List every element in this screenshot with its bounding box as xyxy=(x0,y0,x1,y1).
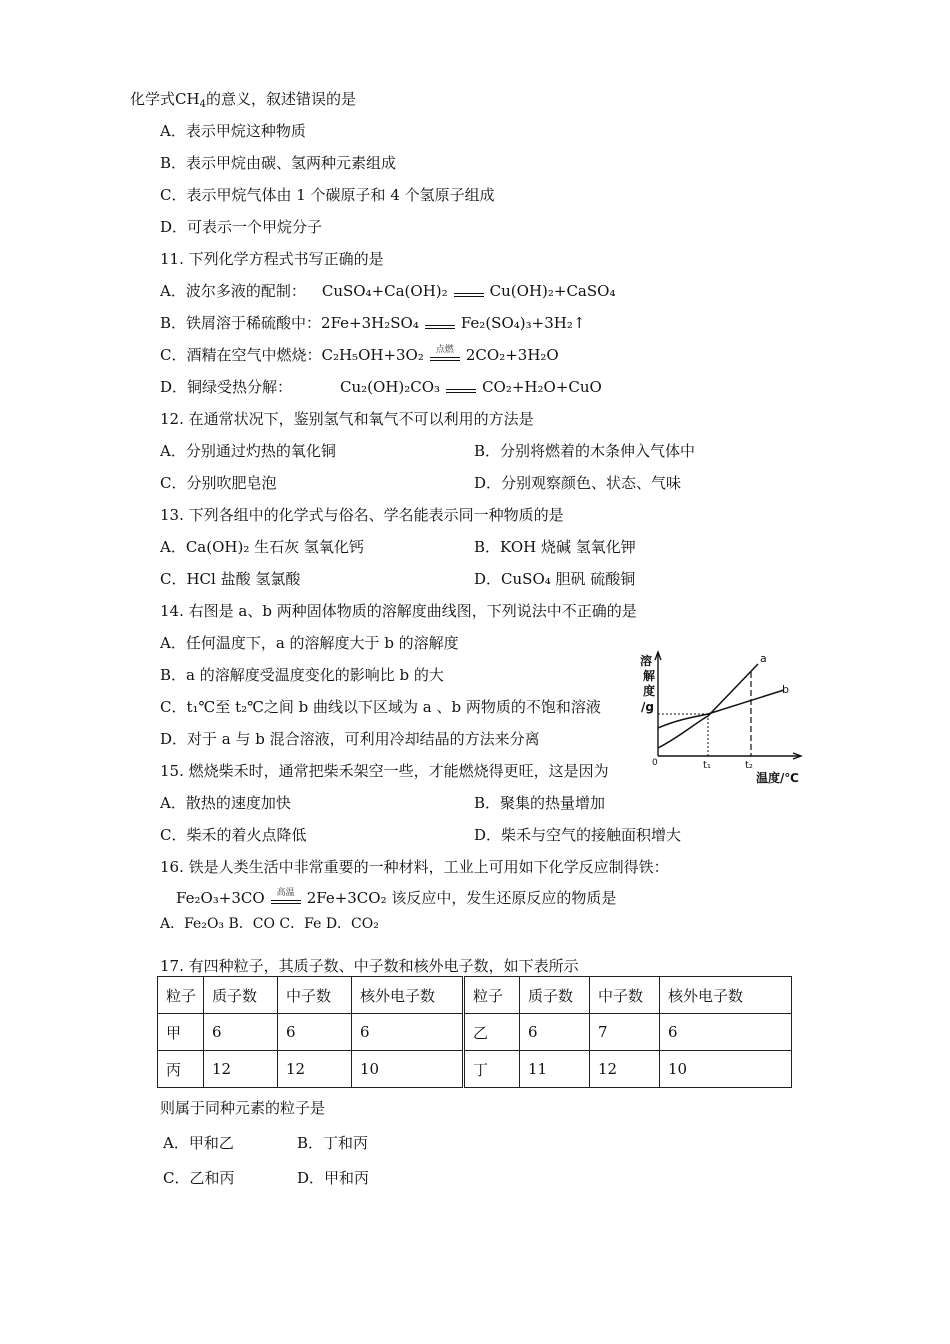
q15-option-d: D．柴禾与空气的接触面积增大 xyxy=(474,826,682,844)
q12-option-c: C．分别吹肥皂泡 xyxy=(160,474,277,492)
table-cell: 10 xyxy=(352,1051,464,1088)
y-axis-label-3: 度 xyxy=(643,684,656,698)
curve-b xyxy=(658,690,784,728)
q10-option-c: C．表示甲烷气体由 1 个碳原子和 4 个氢原子组成 xyxy=(160,186,495,204)
table-cell: 丙 xyxy=(158,1051,204,1088)
equals-sign: 点燃 xyxy=(430,346,460,366)
q16-stem: 16. 铁是人类生活中非常重要的一种材料，工业上可用如下化学反应制得铁： xyxy=(160,858,669,876)
table-cell: 甲 xyxy=(158,1014,204,1051)
q12-option-a: A．分别通过灼热的氧化铜 xyxy=(160,442,336,460)
q10-stem: 化学式$CH_4$的意义，叙述错误的是 xyxy=(130,90,356,110)
table-cell: 12 xyxy=(278,1051,352,1088)
table-header: 质子数 xyxy=(204,977,278,1014)
series-label-a: a xyxy=(760,652,767,665)
x-axis-label: 温度/℃ xyxy=(756,771,799,785)
q15-option-a: A．散热的速度加快 xyxy=(160,794,291,812)
table-cell: 12 xyxy=(204,1051,278,1088)
table-cell: 6 xyxy=(204,1014,278,1051)
q14-option-d: D．对于 a 与 b 混合溶液，可利用冷却结晶的方法来分离 xyxy=(160,730,540,748)
q10-option-a: A．表示甲烷这种物质 xyxy=(160,122,306,140)
x-tick-0: 0 xyxy=(652,758,658,768)
q17-option-a: A．甲和乙 xyxy=(163,1134,234,1152)
table-header: 中子数 xyxy=(590,977,660,1014)
q13-option-b: B．KOH 烧碱 氢氧化钾 xyxy=(474,538,636,556)
table-header-row xyxy=(158,977,792,1014)
equals-sign: 高温 xyxy=(271,889,301,909)
q14-option-a: A．任何温度下，a 的溶解度大于 b 的溶解度 xyxy=(160,634,459,652)
q10-option-b: B．表示甲烷由碳、氢两种元素组成 xyxy=(160,154,397,172)
q16-equation: Fe₂O₃+3CO 高温 2Fe+3CO₂ 该反应中，发生还原反应的物质是 xyxy=(176,888,617,907)
q17-stem: 17. 有四种粒子，其质子数、中子数和核外电子数，如下表所示 xyxy=(160,957,579,975)
q14-option-b: B．a 的溶解度受温度变化的影响比 b 的大 xyxy=(160,666,444,684)
table-header: 质子数 xyxy=(520,977,590,1014)
q17-option-b: B．丁和丙 xyxy=(297,1134,369,1152)
q15-option-b: B．聚集的热量增加 xyxy=(474,794,606,812)
q11-option-b: B．铁屑溶于稀硫酸中：2Fe+3H₂SO₄ Fe₂(SO₄)₃+3H₂↑ xyxy=(160,314,586,332)
q13-option-d: D．CuSO₄ 胆矾 硫酸铜 xyxy=(474,570,636,588)
table-cell: 6 xyxy=(660,1014,792,1051)
table-cell: 7 xyxy=(590,1014,660,1051)
table-header: 粒子 xyxy=(464,977,520,1014)
x-tick-t2: t₂ xyxy=(745,760,753,771)
q11-stem: 11. 下列化学方程式书写正确的是 xyxy=(160,250,384,268)
y-axis-label-1: 溶 xyxy=(640,654,653,668)
y-axis-label-4: /g xyxy=(641,700,654,714)
table-cell: 6 xyxy=(520,1014,590,1051)
y-axis-label-2: 解 xyxy=(643,669,656,683)
table-cell: 6 xyxy=(278,1014,352,1051)
q17-option-c: C．乙和丙 xyxy=(163,1169,235,1187)
q11-option-a: A．波尔多液的配制： CuSO₄+Ca(OH)₂ Cu(OH)₂+CaSO₄ xyxy=(160,282,616,300)
series-label-b: b xyxy=(782,683,789,696)
q14-option-c: C．t₁℃至 t₂℃之间 b 曲线以下区域为 a 、b 两物质的不饱和溶液 xyxy=(160,698,601,716)
q12-option-b: B．分别将燃着的木条伸入气体中 xyxy=(474,442,696,460)
table-header: 粒子 xyxy=(158,977,204,1014)
table-cell: 乙 xyxy=(464,1014,520,1051)
q16-options: A．Fe₂O₃ B．CO C．Fe D．CO₂ xyxy=(160,916,379,932)
table-header: 中子数 xyxy=(278,977,352,1014)
q11-option-c: C．酒精在空气中燃烧：C₂H₅OH+3O₂ 点燃 2CO₂+3H₂O xyxy=(160,345,559,364)
equals-sign xyxy=(425,314,455,334)
q14-stem: 14. 右图是 a、b 两种固体物质的溶解度曲线图，下列说法中不正确的是 xyxy=(160,602,637,620)
q17-option-d: D．甲和丙 xyxy=(297,1169,370,1187)
table-cell: 丁 xyxy=(464,1051,520,1088)
solubility-curve-chart xyxy=(636,648,806,790)
table-row xyxy=(158,1014,792,1051)
q13-option-c: C．HCl 盐酸 氢氯酸 xyxy=(160,570,301,588)
table-cell: 6 xyxy=(352,1014,464,1051)
equals-sign xyxy=(454,282,484,302)
q17-after: 则属于同种元素的粒子是 xyxy=(160,1099,326,1117)
table-header: 核外电子数 xyxy=(660,977,792,1014)
q15-option-c: C．柴禾的着火点降低 xyxy=(160,826,307,844)
q10-option-d: D．可表示一个甲烷分子 xyxy=(160,218,323,236)
q12-option-d: D．分别观察颜色、状态、气味 xyxy=(474,474,682,492)
table-header: 核外电子数 xyxy=(352,977,464,1014)
q11-option-d: D．铜绿受热分解： Cu₂(OH)₂CO₃ CO₂+H₂O+CuO xyxy=(160,378,602,396)
q15-stem: 15. 燃烧柴禾时，通常把柴禾架空一些，才能燃烧得更旺，这是因为 xyxy=(160,762,609,780)
q12-stem: 12. 在通常状况下，鉴别氢气和氧气不可以利用的方法是 xyxy=(160,410,534,428)
equals-sign xyxy=(446,378,476,398)
q13-option-a: A．Ca(OH)₂ 生石灰 氢氧化钙 xyxy=(160,538,364,556)
particle-table xyxy=(157,976,792,1088)
table-cell: 12 xyxy=(590,1051,660,1088)
table-row xyxy=(158,1051,792,1088)
table-cell: 11 xyxy=(520,1051,590,1088)
q13-stem: 13. 下列各组中的化学式与俗名、学名能表示同一种物质的是 xyxy=(160,506,564,524)
x-tick-t1: t₁ xyxy=(703,760,711,771)
table-cell: 10 xyxy=(660,1051,792,1088)
